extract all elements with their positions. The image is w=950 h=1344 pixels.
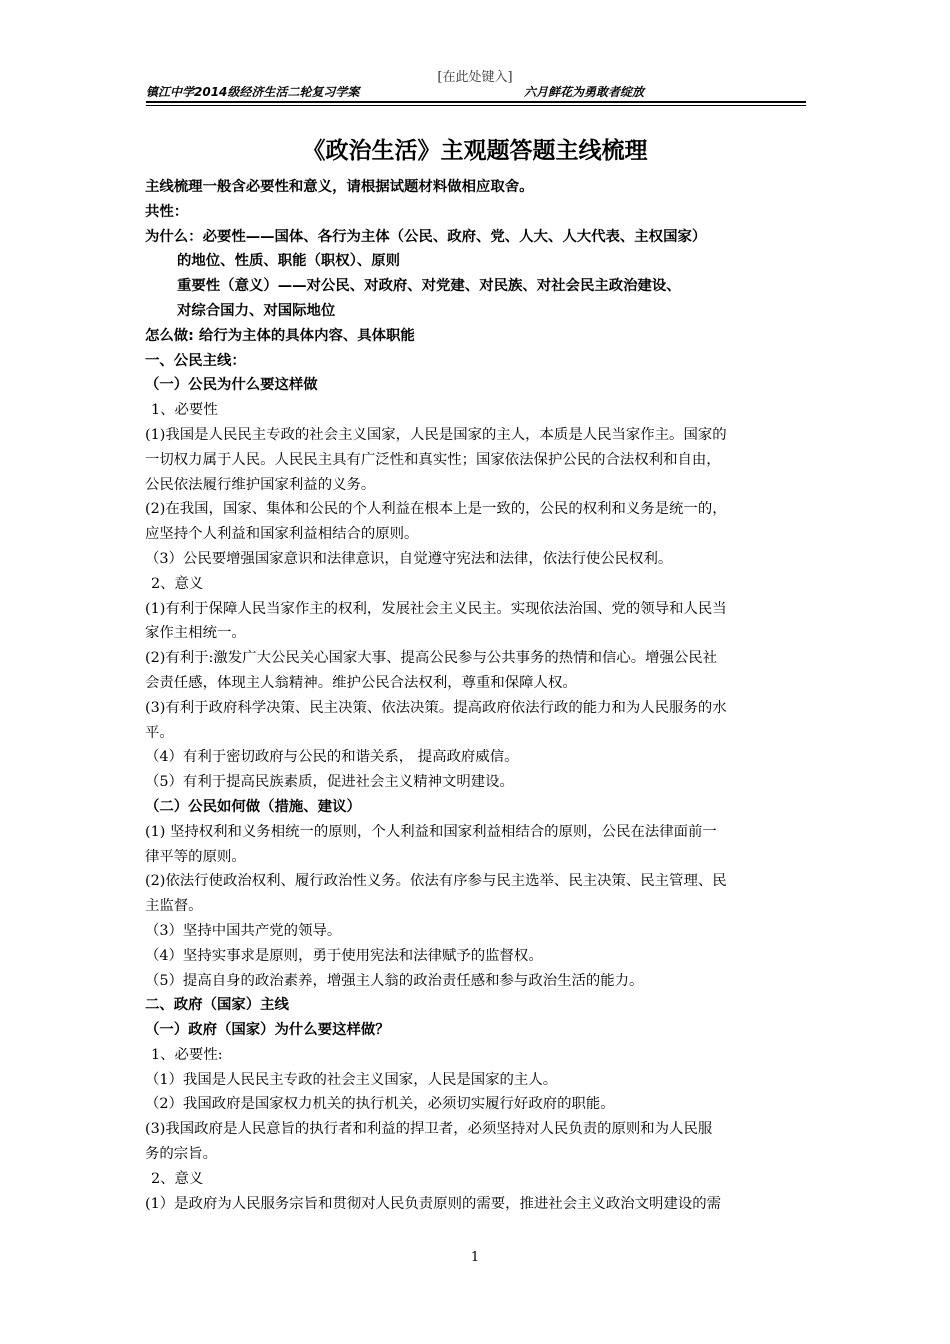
body-line: 律平等的原则。 [145,848,246,865]
body-line: (1)我国是人民民主专政的社会主义国家，人民是国家的主人，本质是人民当家作主。国家的 [145,426,727,443]
body-line: 会责任感，体现主人翁精神。维护公民合法权利，尊重和保障人权。 [145,674,577,691]
intro-line: 主线梳理一般含必要性和意义，请根据试题材料做相应取舍。 [145,179,534,195]
body-line: (3)有利于政府科学决策、民主决策、依法决策。提高政府依法行政的能力和为人民服务的水 [145,699,727,716]
body-line: (2)在我国，国家、集体和公民的个人利益在根本上是一致的，公民的权利和义务是统一的， [145,501,727,518]
body-line: （3）公民要增强国家意识和法律意识，自觉遵守宪法和法律，依法行使公民权利。 [145,550,673,567]
body-line: (2)有利于:激发广大公民关心国家大事、提高公民参与公共事务的热情和信心。增强公民社 [145,650,718,667]
body-line: (1）是政府为人民服务宗旨和贯彻对人民负责原则的需要，推进社会主义政治文明建设的需 [145,1195,722,1212]
document-body [145,175,810,1216]
body-line: （5）提高自身的政治素养，增强主人翁的政治责任感和参与政治生活的能力。 [145,972,644,989]
subsection-heading: （一）政府（国家）为什么要这样做？ [145,1022,390,1039]
item-heading: 1、必要性 [151,402,218,419]
header-rule [146,101,806,103]
subsection-heading: （二）公民如何做（措施、建议） [145,798,361,815]
body-line: （5）有利于提高民族素质，促进社会主义精神文明建设。 [145,774,514,791]
page-title: 《政治生活》主观题答题主线梳理 [302,138,648,164]
body-line: (2)依法行使政治权利、履行政治性义务。依法有序参与民主选举、民主决策、民主管理、民 [145,873,727,890]
body-line: 应坚持个人利益和国家利益相结合的原则。 [145,526,419,543]
page-number: 1 [470,1250,480,1265]
body-line: （3）坚持中国共产党的领导。 [145,922,342,939]
section-heading: 一、公民主线： [145,352,246,369]
subsection-heading: （一）公民为什么要这样做 [145,377,318,394]
body-line: (1) 坚持权利和义务相统一的原则，个人利益和国家利益相结合的原则，公民在法律面前一 [145,823,717,840]
section-heading: 二、政府（国家）主线 [145,997,289,1014]
body-line: （4）坚持实事求是原则，勇于使用宪法和法律赋予的监督权。 [145,947,543,964]
body-line: 家作主相统一。 [145,625,246,642]
header-rule-thin [146,105,806,106]
item-heading: 2、意义 [151,1170,204,1187]
header-left-text: 镇江中学2014级经济生活二轮复习学案 [146,85,360,99]
header-placeholder: [在此处键入] [437,70,513,85]
body-line: 一切权力属于人民。人民民主具有广泛性和真实性；国家依法保护公民的合法权利和自由， [145,451,721,468]
importance-line: 重要性（意义）——对公民、对政府、对党建、对民族、对社会民主政治建设、 [177,278,681,295]
body-line: (3)我国政府是人民意旨的执行者和利益的捍卫者，必须坚持对人民负责的原则和为人民服 [145,1121,713,1138]
body-line: （1）我国是人民民主专政的社会主义国家，人民是国家的主人。 [145,1071,558,1088]
body-line: （2）我国政府是国家权力机关的执行机关，必须切实履行好政府的职能。 [145,1096,615,1113]
importance-line-cont: 对综合国力、对国际地位 [177,302,336,319]
running-header [146,83,806,101]
body-line: （4）有利于密切政府与公民的和谐关系， 提高政府威信。 [145,749,519,766]
item-heading: 2、意义 [151,575,204,592]
body-line: 务的宗旨。 [145,1146,217,1163]
body-line: (1)有利于保障人民当家作主的权利，发展社会主义民主。实现依法治国、党的领导和人民当 [145,600,727,617]
common-heading: 共性： [145,203,189,220]
item-heading: 1、必要性: [151,1046,223,1063]
body-line: 公民依法履行维护国家利益的义务。 [145,476,376,493]
why-line: 为什么：必要性——国体、各行为主体（公民、政府、党、人大、人大代表、主权国家） [145,228,707,245]
body-line: 平。 [145,724,174,741]
body-line: 主监督。 [145,898,203,915]
how-line: 怎么做: 给行为主体的具体内容、具体职能 [145,327,415,344]
header-right-text: 六月鲜花为勇敢者绽放 [524,85,645,99]
why-line-cont: 的地位、性质、职能（职权）、原则 [177,253,401,270]
